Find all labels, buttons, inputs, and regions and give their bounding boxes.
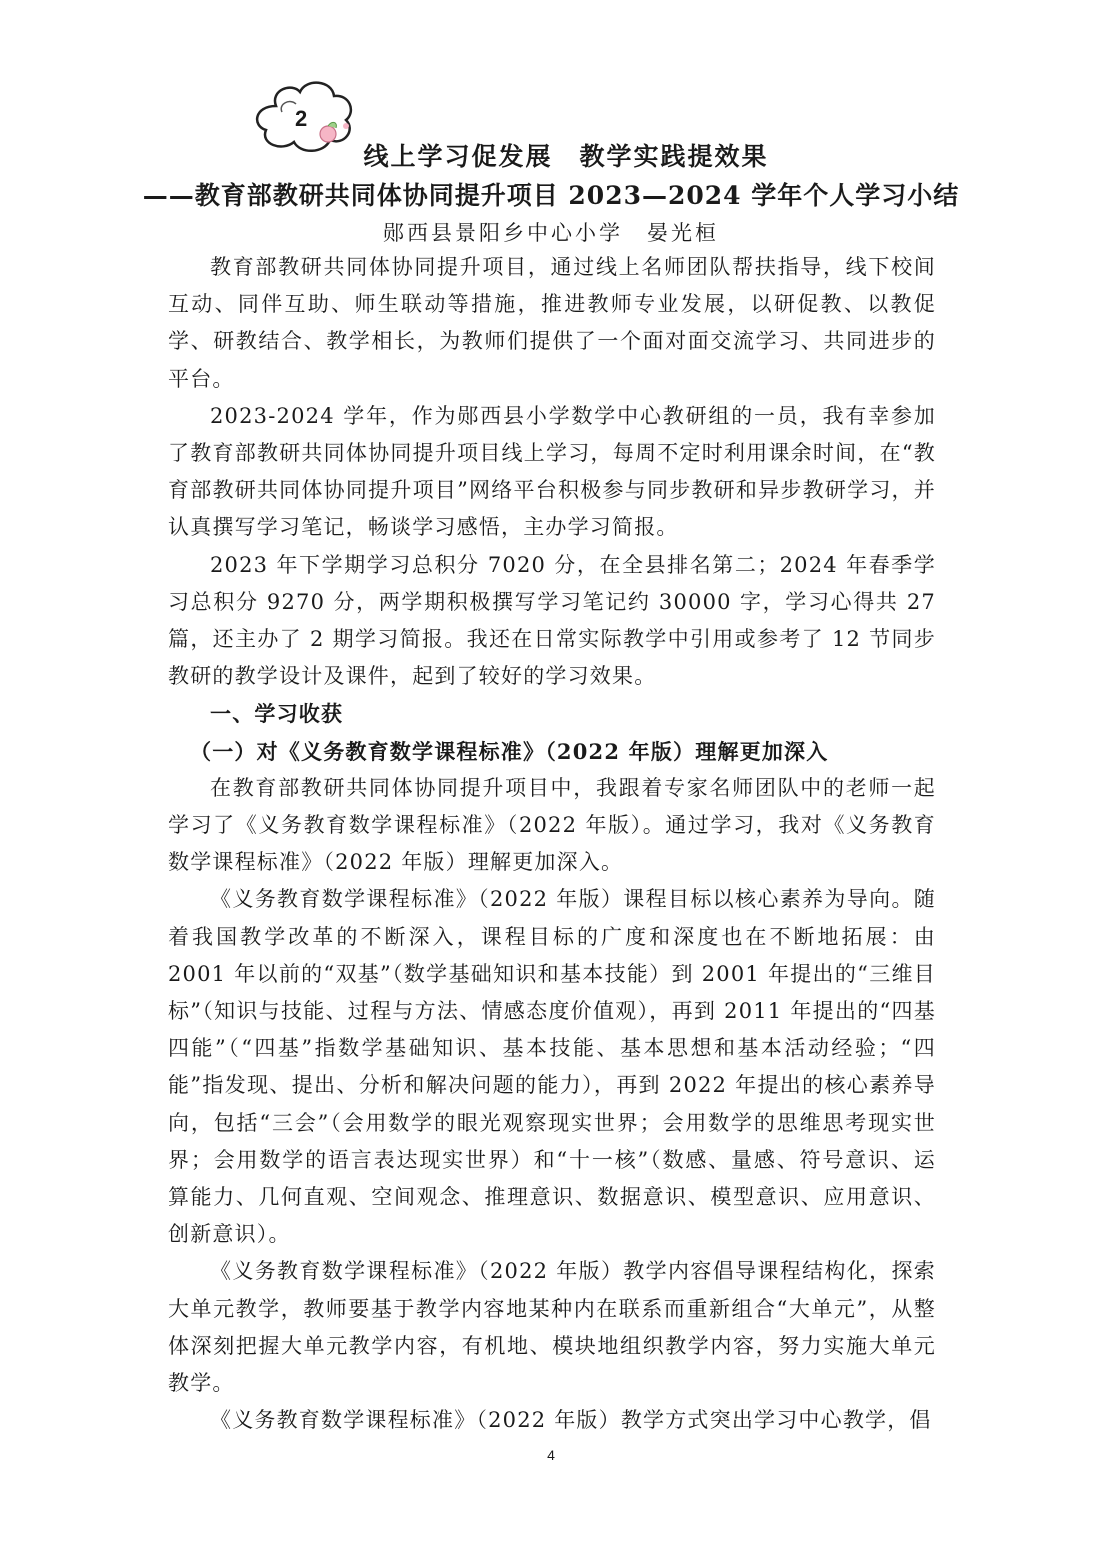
- document-body: [168, 249, 936, 1440]
- page-subtitle: ——教育部教研共同体协同提升项目 2023—2024 学年个人学习小结: [142, 181, 960, 210]
- page-title: 线上学习促发展 教学实践提效果: [363, 142, 769, 171]
- paragraph: 2023-2024 学年，作为郧西县小学数学中心教研组的一员，我有幸参加了教育部教研共同体协同提升项目线上学习，每周不定时利用课余时间，在“教育部教研共同体协同提升项目”网络平台积极参与同步教研和异步教研学习，并认真撰写学习笔记，畅谈学习感悟，主办学习简报。: [168, 403, 936, 540]
- paragraph: 《义务教育数学课程标准》（2022 年版）教学内容倡导课程结构化，探索大单元教学，教师要基于教学内容地某种内在联系而重新组合“大单元”，从整体深刻把握大单元教学内容，有机地、模块地组织教学内容，努力实施大单元教学。: [168, 1259, 936, 1396]
- page-number: 4: [547, 1447, 555, 1463]
- paragraph: 《义务教育数学课程标准》（2022 年版）教学方式突出学习中心教学，倡: [210, 1408, 932, 1433]
- section-heading: 一、学习收获: [210, 701, 344, 727]
- subsection-heading: （一）对《义务教育数学课程标准》（2022 年版）理解更加深入: [190, 738, 829, 764]
- paragraph: 教育部教研共同体协同提升项目，通过线上名师团队帮扶指导，线下校间互动、同伴互助、师生联动等措施，推进教师专业发展，以研促教、以教促学、研教结合、教学相长，为教师们提供了一个面对面交流学习、共同进步的平台。: [168, 255, 936, 391]
- badge-number: 2: [295, 106, 308, 131]
- author-line: 郧西县景阳乡中心小学 晏光桓: [383, 221, 719, 245]
- paragraph: 《义务教育数学课程标准》（2022 年版）课程目标以核心素养为导向。随着我国教学改革的不断深入，课程目标的广度和深度也在不断地拓展：由 2001 年以前的“双基”（数学基础知识和基本技能）到 2001 年提出的“三维目标”（知识与技能、过程与方法、情感态度价值观），再到 2011 年提出的“四基四能”（“四基”指数学基础知识、基本技能、基本思想和基本活动经验；“四能”指发现、提出、分析和解决问题的能力），再到 2022 年提出的核心素养导向，包括“三会”（会用数学的眼光观察现实世界；会用数学的思维思考现实世界；会用数学的语言表达现实世界）和“十一核”（数感、量感、符号意识、运算能力、几何直观、空间观念、推理意识、数据意识、模型意识、应用意识、创新意识）。: [168, 887, 936, 1247]
- paragraph: 在教育部教研共同体协同提升项目中，我跟着专家名师团队中的老师一起学习了《义务教育数学课程标准》（2022 年版）。通过学习，我对《义务教育数学课程标准》（2022 年版）理解更加深入。: [168, 775, 936, 875]
- paragraph: 2023 年下学期学习总积分 7020 分，在全县排名第二；2024 年春季学习总积分 9270 分，两学期积极撰写学习笔记约 30000 字，学习心得共 27 篇，还主办了 2 期学习简报。我还在日常实际教学中引用或参考了 12 节同步教研的教学设计及课件，起到了较好的学习效果。: [168, 552, 936, 689]
